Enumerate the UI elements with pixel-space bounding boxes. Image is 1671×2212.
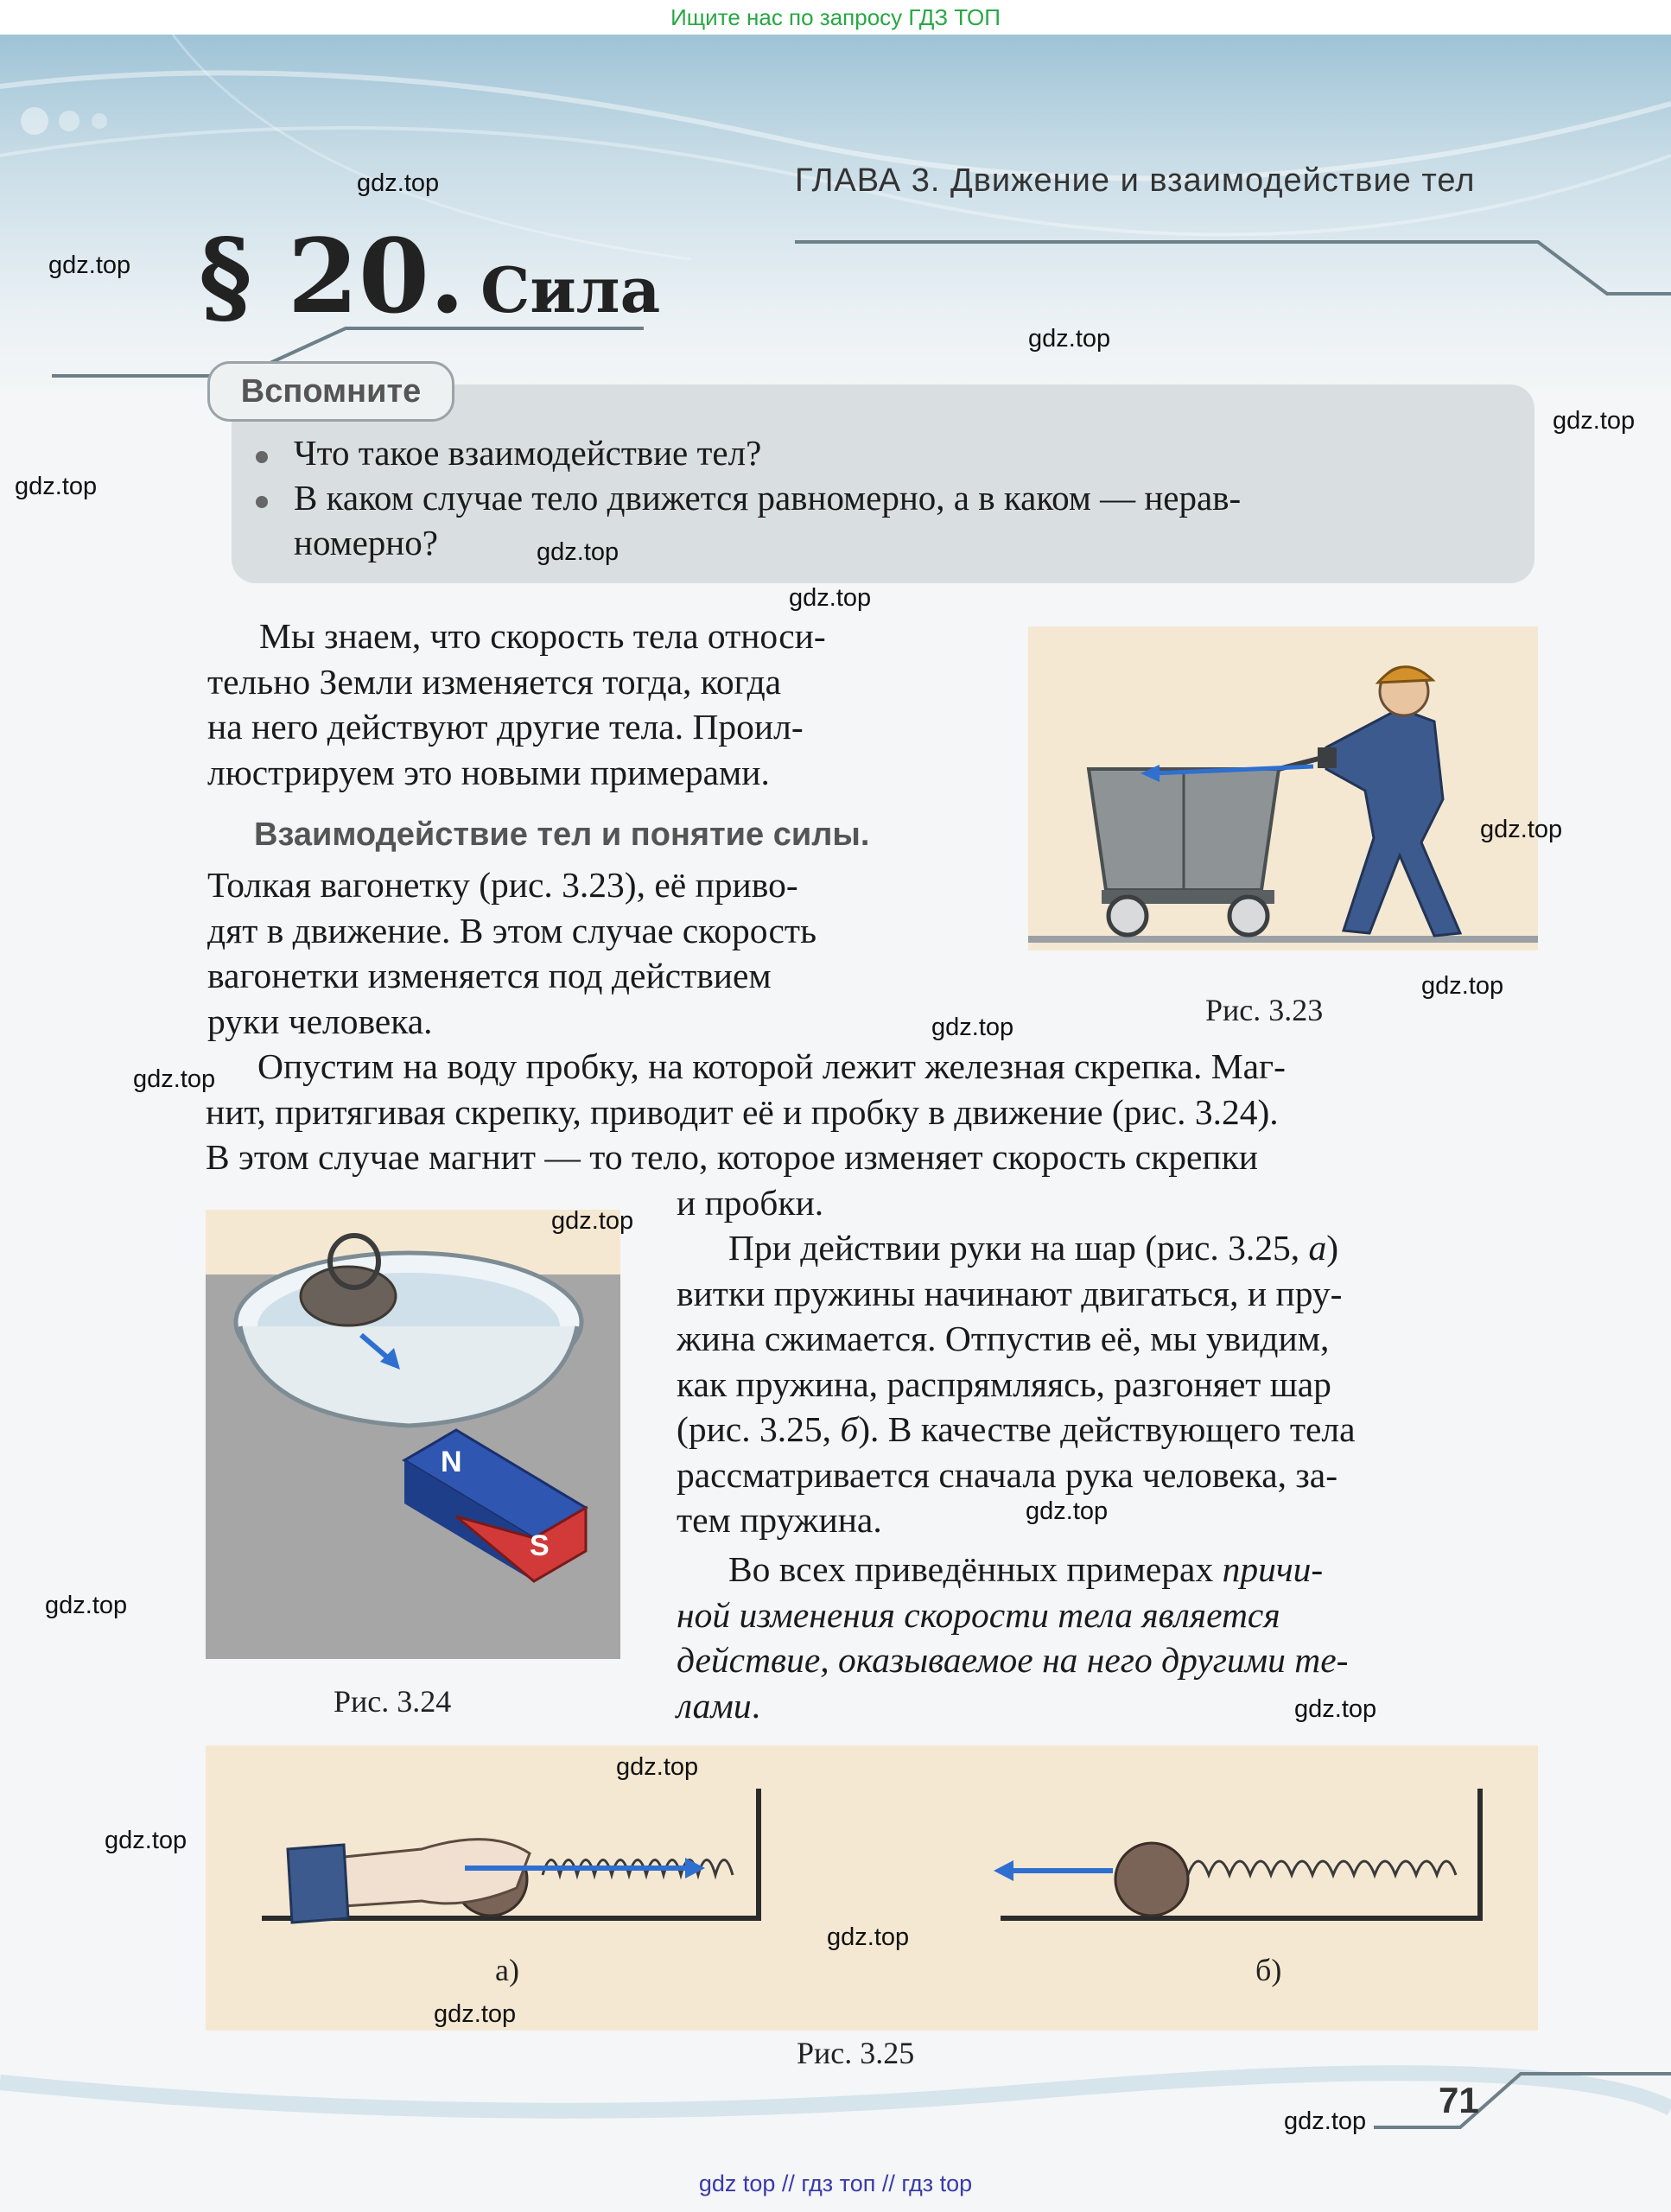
watermark-text: gdz.top	[48, 251, 131, 279]
watermark-text: gdz.top	[1026, 1497, 1109, 1525]
watermark-text: gdz.top	[1421, 972, 1504, 1000]
watermark-text: gdz.top	[434, 2000, 517, 2028]
text-line: люстрируем это новыми примерами.	[207, 752, 770, 792]
text-line: витки пружины начинают двигаться, и пру-	[677, 1273, 1343, 1313]
caption-fig-3-23: Рис. 3.23	[1205, 993, 1324, 1027]
text-line: лами.	[677, 1685, 760, 1726]
text-line: на него действуют другие тела. Проил-	[207, 707, 804, 747]
footer-links[interactable]: gdz top // гдз топ // гдз top	[698, 2171, 973, 2196]
watermark-text: gdz.top	[789, 584, 872, 612]
watermark-text: gdz.top	[1284, 2107, 1367, 2135]
figure-3-23-worker-pushing-cart	[1028, 626, 1538, 950]
section-subheading: Взаимодействие тел и понятие силы.	[254, 817, 870, 853]
text-line: Мы знаем, что скорость тела относи-	[259, 616, 826, 656]
top-banner-link[interactable]: Ищите нас по запросу ГДЗ ТОП	[0, 0, 1671, 35]
text-line: рассматривается сначала рука человека, за-	[677, 1454, 1338, 1495]
caption-fig-3-25: Рис. 3.25	[797, 2036, 915, 2070]
paragraph-magnet	[206, 1044, 1536, 1225]
watermark-text: gdz.top	[1480, 816, 1563, 843]
text-line: и пробки.	[677, 1182, 824, 1223]
text-line: Во всех приведённых примерах причи-	[728, 1549, 1324, 1589]
magnet-north-label: N	[441, 1446, 462, 1478]
text-line: действие, оказываемое на него другими те-	[677, 1640, 1349, 1680]
watermark-text: gdz.top	[537, 538, 619, 566]
remember-item-text: В каком случае тело движется равномерно, а в каком — нерав-	[294, 478, 1242, 518]
text-line: руки человека.	[207, 1001, 433, 1041]
text-line: (рис. 3.25, б). В качестве действующего тела	[677, 1409, 1356, 1449]
watermark-text: gdz.top	[551, 1207, 634, 1235]
watermark-text: gdz.top	[1294, 1695, 1377, 1723]
remember-label: Вспомните	[207, 361, 454, 422]
remember-item	[256, 475, 1500, 520]
text-line: Толкая вагонетку (рис. 3.23), её приво-	[207, 865, 798, 905]
paragraph-conclusion	[677, 1547, 1537, 1728]
paragraph-spring	[677, 1225, 1537, 1543]
text-line: При действии руки на шар (рис. 3.25, а)	[728, 1228, 1339, 1268]
watermark-text: gdz.top	[357, 169, 440, 197]
footer-decoration	[0, 2056, 1671, 2169]
figure-3-24-magnet-and-cork	[206, 1210, 620, 1659]
watermark-text: gdz.top	[931, 1014, 1014, 1041]
text-line: нит, притягивая скрепку, приводит её и пробку в движение (рис. 3.24).	[206, 1091, 1279, 1132]
caption-fig-3-25a: а)	[495, 1953, 519, 1987]
intro-paragraph	[207, 613, 976, 795]
bullet-icon	[256, 451, 268, 463]
watermark-text: gdz.top	[133, 1065, 216, 1093]
figure-3-25-ball-and-spring	[206, 1745, 1538, 2031]
text-line: В этом случае магнит — то тело, которое изменяет скорость скрепки	[206, 1137, 1258, 1177]
watermark-text: gdz.top	[105, 1827, 187, 1854]
remember-item-continuation: номерно?	[294, 523, 438, 563]
watermark-text: gdz.top	[1553, 407, 1636, 435]
paragraph-number: § 20.	[199, 216, 466, 336]
paragraph-title: Сила	[480, 253, 661, 327]
text-line: тем пружина.	[677, 1500, 882, 1540]
remember-item-text: Что такое взаимодействие тел?	[294, 433, 762, 473]
text-line: Опустим на воду пробку, на которой лежит железная скрепка. Маг-	[257, 1046, 1286, 1086]
watermark-text: gdz.top	[1028, 325, 1111, 353]
text-line: ной изменения скорости тела является	[677, 1594, 1280, 1635]
bullet-icon	[256, 496, 268, 508]
text-line: жина сжимается. Отпустив её, мы увидим,	[677, 1319, 1330, 1358]
magnet-south-label: S	[530, 1529, 550, 1562]
watermark-text: gdz.top	[15, 473, 98, 500]
chapter-title: ГЛАВА 3. Движение и взаимодействие тел	[795, 162, 1476, 199]
paragraph-heading	[199, 216, 660, 336]
remember-item	[256, 430, 1500, 475]
watermark-text: gdz.top	[827, 1923, 910, 1951]
page-number: 71	[1439, 2080, 1479, 2120]
text-line: дят в движение. В этом случае скорость	[207, 910, 816, 950]
caption-fig-3-25b: б)	[1255, 1953, 1282, 1987]
caption-fig-3-24: Рис. 3.24	[334, 1684, 452, 1719]
watermark-text: gdz.top	[45, 1592, 128, 1619]
text-line: как пружина, распрямляясь, разгоняет шар	[677, 1363, 1331, 1404]
text-line: вагонетки изменяется под действием	[207, 956, 772, 995]
text-line: тельно Земли изменяется тогда, когда	[207, 661, 782, 702]
watermark-text: gdz.top	[616, 1753, 699, 1781]
paragraph-cart	[207, 862, 976, 1044]
